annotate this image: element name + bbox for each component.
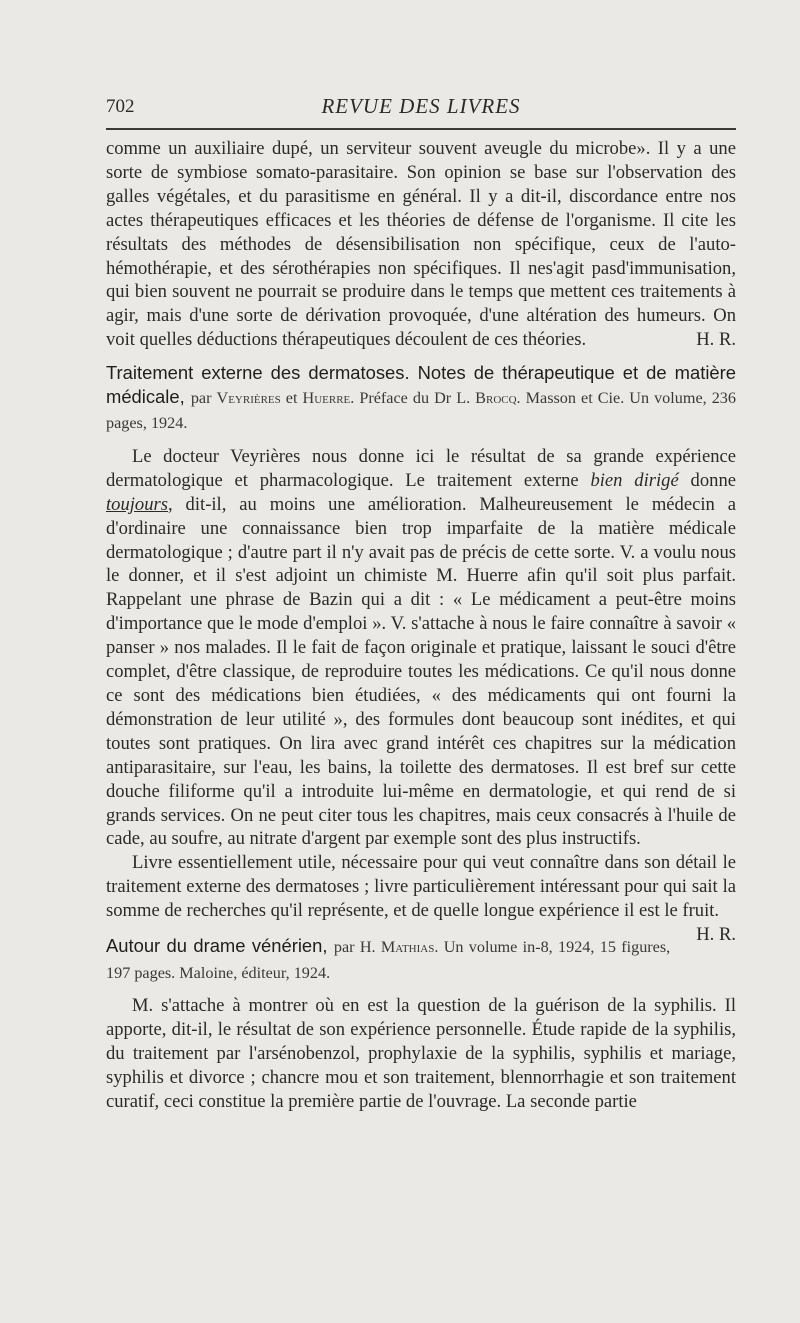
author-name: Huerre (302, 388, 351, 407)
author-name: Veyrières (216, 388, 281, 407)
author-name: H. Mathias (359, 938, 435, 957)
header-rule (106, 128, 736, 130)
review-paragraph (106, 994, 736, 1114)
review-paragraph (106, 445, 736, 851)
review-title: Autour du drame vénérien, (106, 935, 328, 957)
paragraph-text: , dit-il, au moins une amélioration. Malheureusement le médecin a d'ordinaire une connaissance bien trop imparfaite de la matière médicale dermatologique ; d'autre part il n'y avait pas de précis de cette sorte. V. a voulu nous le donner, et il s'est adjoint un chimiste M. Huerre afin qu'il soit plus parfait. Rappelant une phrase de Bazin qui a dit : « Le médicament a peut-être moins d'importance que le mode d'emploi ». V. s'attache à nous le faire connaître à savoir « panser » nos malades. Il le fait de façon originale et pratique, laissant le souci d'être complet, d'être classique, de reproduire toutes les médications. Ce qu'il nous donne ce sont des médications bien étudiées, « des médicaments qui ont fourni la démonstration de leur utilité », des formules dont beaucoup sont inédites, et qui toutes sont pratiques. On lira avec grand intérêt ces chapitres sur la médication antiparasitaire, sur l'eau, les bains, la toilette des dermatoses. Il est bref sur cette douche filiforme qu'il a introduite lui-même en dermatologie, et qui rend de si grands services. On ne peut citer tous les chapitres, mais ceux consacrés à l'huile de cade, au soufre, au nitrate d'argent par exemple sont des plus instructifs. (106, 493, 736, 850)
continuation-text: comme un auxiliaire dupé, un serviteur souvent aveugle du microbe». Il y a une sorte de symbiose somato-parasitaire. Son opinion se base sur l'observation des galles végétales, et du parasitisme en général. Il y a dit-il, discordance entre nos actes thérapeutiques efficaces et les théories de défense de l'organisme. Il cite les résultats des méthodes de désensibilisation non spécifique, ceux de l'auto-hémothérapie, et des sérothérapies non spécifiques. Il nes'agit pasd'immunisation, qui bien souvent ne pourrait se produire dans le temps que mettent ces traitements à agir, mais d'une sorte de dérivation provoquée, d'une altération des humeurs. On voit quelles déductions thérapeutiques découlent de ces théories. (106, 138, 736, 351)
citation-publisher: . Un volume in-8, 1924, 15 figures, 197 pages. Maloine, éditeur, 1924. (106, 938, 671, 982)
page-body (106, 137, 736, 1114)
paragraph-text: M. s'attache à montrer où en est la question de la guérison de la syphilis. Il apporte, dit-il, le résultat de son expérience personnelle. Étude rapide de la syphilis, du traitement par l'arsénobenzol, prophylaxie de la syphilis, syphilis et mariage, syphilis et divorce ; chancre mou et son traitement, blennorrhagie et son traitement curatif, ceci constitue la première partie de l'ouvrage. La seconde partie (106, 995, 736, 1112)
review-title: Traitement externe des dermatoses. Notes de thérapeutique et de matière médicale, (106, 362, 736, 407)
citation-and: et (285, 388, 298, 407)
continuation-paragraph (106, 137, 736, 352)
citation-preface: . Préface du Dr (350, 388, 452, 407)
page-header (106, 90, 736, 122)
paragraph-text: donne (690, 469, 736, 491)
citation-by: par (190, 388, 212, 407)
signature: H. R. (696, 924, 736, 946)
review-heading (106, 934, 736, 985)
page-number: 702 (106, 96, 135, 117)
review-citation (106, 389, 736, 433)
emphasis-text: bien dirigé (590, 469, 679, 491)
signature: H. R. (696, 329, 736, 351)
citation-publisher: . Masson et Cie. Un volume, 236 pages, 1924. (106, 388, 736, 433)
paragraph-text: Livre essentiellement utile, nécessaire pour qui veut connaître dans son détail le traitement externe des dermatoses ; livre particulièrement intéressant pour qui sait la somme de recherches qu'il représente, et de quelle longue expérience il est le fruit. (106, 852, 736, 922)
emphasis-text: toujours (106, 493, 168, 515)
running-title: REVUE DES LIVRES (321, 94, 521, 118)
preface-author: L. Brocq (456, 388, 517, 407)
paragraph-text: Le docteur Veyrières nous donne ici le résultat de sa grande expérience dermatologique et pharmacologique. Le traitement externe (106, 445, 736, 491)
review-heading (106, 361, 736, 436)
citation-by: par (333, 938, 355, 957)
